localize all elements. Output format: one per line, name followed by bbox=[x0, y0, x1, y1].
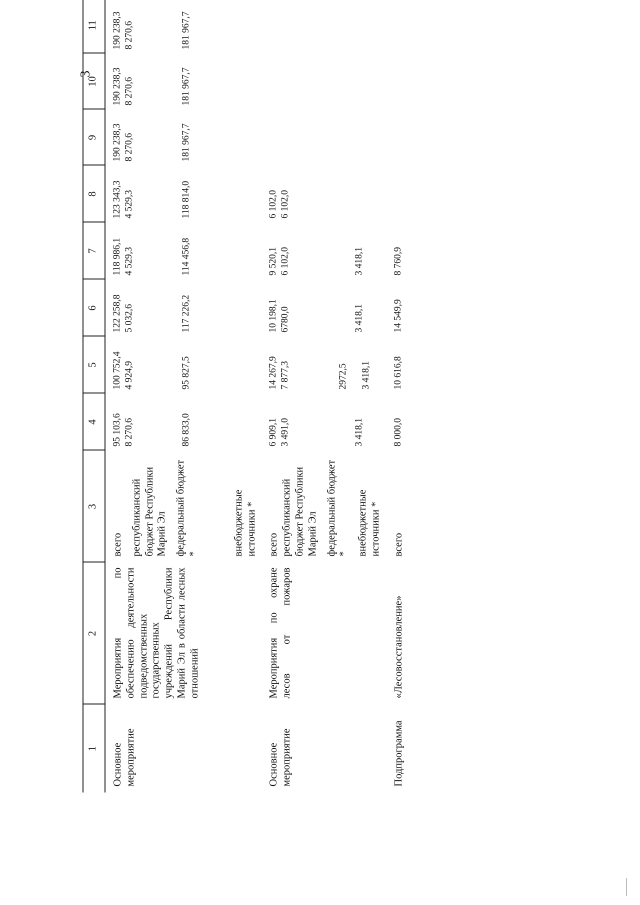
col-header: 11 bbox=[83, 0, 105, 54]
value-col bbox=[105, 0, 262, 54]
page-number: 3 bbox=[78, 70, 94, 78]
source-label: федеральный бюджет * bbox=[175, 459, 200, 557]
table-row bbox=[105, 0, 262, 793]
value: 3 418,1 bbox=[354, 304, 365, 333]
value: 118 986,1 bbox=[112, 237, 123, 276]
source-label: всего bbox=[268, 532, 280, 557]
value: 6 909,1 bbox=[268, 418, 279, 447]
value-col bbox=[262, 166, 386, 223]
value: 100 752,4 bbox=[112, 351, 123, 390]
col-header: 2 bbox=[83, 563, 105, 705]
value: 8 000,0 bbox=[393, 418, 404, 447]
value-col bbox=[105, 337, 262, 394]
row-name: Основное мероприятие bbox=[112, 728, 137, 787]
value: 2972,5 bbox=[338, 363, 349, 390]
value: 14 267,9 bbox=[268, 356, 279, 390]
value: 14 549,9 bbox=[393, 299, 404, 333]
source-label: внебюджетные источники * bbox=[357, 489, 382, 557]
value: 3 418,1 bbox=[354, 247, 365, 276]
col-header: 9 bbox=[83, 110, 105, 166]
col-header: 1 bbox=[83, 705, 105, 793]
value: 4 924,9 bbox=[124, 361, 135, 390]
source-labels bbox=[386, 451, 409, 563]
value: 5 032,6 bbox=[124, 304, 135, 333]
value: 9 520,1 bbox=[268, 247, 279, 276]
value-col bbox=[105, 54, 262, 110]
value: 123 343,3 bbox=[112, 180, 123, 219]
value: 3 418,1 bbox=[354, 418, 365, 447]
value: 190 238,3 bbox=[112, 67, 123, 106]
col-header: 6 bbox=[83, 280, 105, 337]
value-col bbox=[105, 110, 262, 166]
value: 8 270,6 bbox=[124, 418, 135, 447]
col-header: 5 bbox=[83, 337, 105, 394]
value-col bbox=[105, 394, 262, 451]
budget-table bbox=[83, 0, 410, 793]
value: 6 102,0 bbox=[268, 190, 279, 219]
source-label: федеральный бюджет * bbox=[326, 459, 350, 557]
row-title: «Лесовосстановление» bbox=[393, 595, 405, 699]
value-col bbox=[262, 394, 386, 451]
source-label: республиканский бюджет Республики Марий Эл bbox=[281, 466, 319, 557]
value-col bbox=[262, 223, 386, 280]
value: 4 529,3 bbox=[124, 190, 135, 219]
table-row bbox=[262, 0, 386, 793]
col-header: 3 bbox=[83, 451, 105, 563]
value: 117 226,2 bbox=[181, 294, 192, 333]
value: 7 877,3 bbox=[280, 361, 291, 390]
value: 122 258,8 bbox=[112, 294, 123, 333]
value: 8 270,6 bbox=[124, 77, 135, 106]
value: 86 833,0 bbox=[181, 413, 192, 447]
value: 118 814,0 bbox=[181, 180, 192, 219]
value: 8 270,6 bbox=[124, 133, 135, 162]
header-row bbox=[83, 0, 105, 793]
value-col bbox=[105, 223, 262, 280]
value: 181 967,7 bbox=[181, 11, 192, 50]
table-row bbox=[386, 0, 409, 793]
value: 3 491,0 bbox=[280, 418, 291, 447]
row-title: Мероприятия по охране лесов от пожаров bbox=[268, 567, 293, 699]
value: 6780,0 bbox=[280, 306, 291, 333]
source-labels bbox=[105, 451, 262, 563]
value: 190 238,3 bbox=[112, 123, 123, 162]
col-header: 8 bbox=[83, 166, 105, 223]
value-col bbox=[262, 280, 386, 337]
source-label: республиканский бюджет Республики Марий Эл bbox=[131, 466, 168, 557]
value: 10 616,8 bbox=[393, 356, 404, 390]
value: 181 967,7 bbox=[181, 123, 192, 162]
value-col bbox=[262, 337, 386, 394]
value: 3 418,1 bbox=[361, 361, 372, 390]
row-title: Мероприятия по обеспечению деятельности подведомственных государственных учреждений Республики Марий Эл в области лесных отношений bbox=[112, 567, 201, 699]
value: 4 529,3 bbox=[124, 247, 135, 276]
value: 8 270,6 bbox=[124, 21, 135, 50]
col-header: 7 bbox=[83, 223, 105, 280]
row-name: Подпрограмма bbox=[393, 720, 405, 787]
rotated-table-frame bbox=[83, 0, 589, 793]
value: 114 456,8 bbox=[181, 237, 192, 276]
value: 181 967,7 bbox=[181, 67, 192, 106]
col-header: 4 bbox=[83, 394, 105, 451]
row-name: Основное мероприятие bbox=[268, 728, 293, 787]
source-label: всего bbox=[393, 532, 405, 557]
value: 10 198,1 bbox=[268, 299, 279, 333]
value: 6 102,0 bbox=[280, 247, 291, 276]
value: 8 760,9 bbox=[393, 247, 404, 276]
source-label: всего bbox=[112, 532, 124, 557]
col-header: 10 bbox=[83, 54, 105, 110]
value: 95 827,5 bbox=[181, 356, 192, 390]
value: 95 103,6 bbox=[112, 413, 123, 447]
value: 190 238,3 bbox=[112, 11, 123, 50]
value: 6 102,0 bbox=[280, 190, 291, 219]
scan-artifact bbox=[626, 878, 627, 896]
source-label: внебюджетные источники * bbox=[233, 489, 258, 557]
source-labels bbox=[262, 451, 386, 563]
value-col bbox=[105, 166, 262, 223]
value-col bbox=[105, 280, 262, 337]
